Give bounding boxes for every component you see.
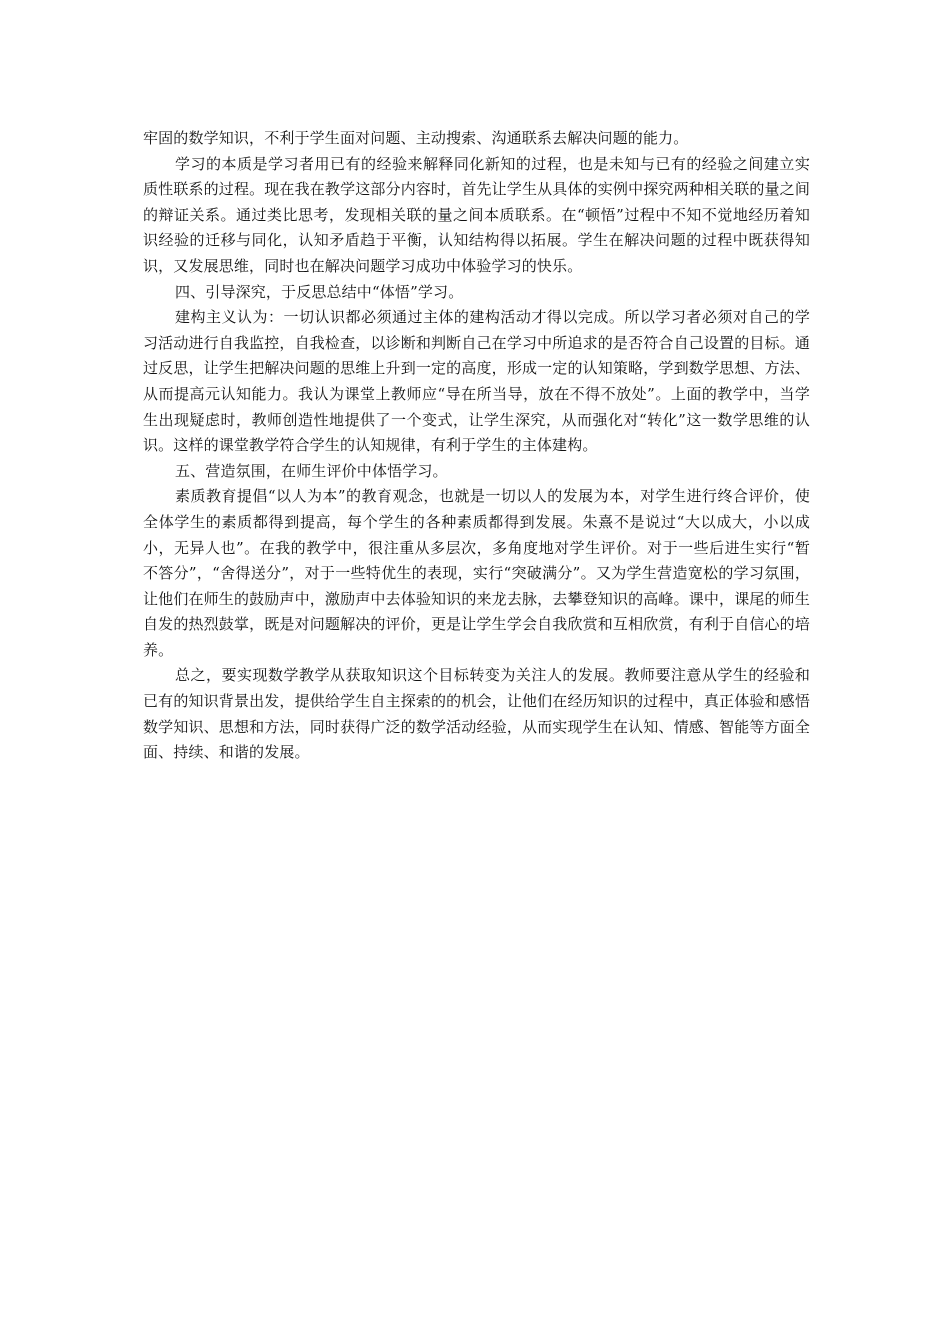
- document-body: [143, 126, 810, 766]
- paragraph-continuation: 牢固的数学知识，不利于学生面对问题、主动搜索、沟通联系去解决问题的能力。: [143, 129, 689, 147]
- paragraph-quality-education: 素质教育提倡“以人为本”的教育观念，也就是一切以人的发展为本，对学生进行终合评价，使全体学生的素质都得到提高，每个学生的各种素质都得到发展。朱熹不是说过“大以成大，小以成小，无异人也”。在我的教学中，很注重从多层次，多角度地对学生评价。对于一些后进生实行“暂不答分”，“舍得送分”，对于一些特优生的表现，实行“突破满分”。又为学生营造宽松的学习氛围，让他们在师生的鼓励声中，激励声中去体验知识的来龙去脉，去攀登知识的高峰。课中，课尾的师生自发的热烈鼓掌，既是对问题解决的评价，更是让学生学会自我欣赏和互相欣赏，有利于自信心的培养。: [143, 487, 810, 659]
- section-heading-five: 五、营造氛围，在师生评价中体悟学习。: [175, 461, 448, 480]
- paragraph-conclusion: 总之，要实现数学教学从获取知识这个目标转变为关注人的发展。教师要注意从学生的经验和已有的知识背景出发，提供给学生自主探索的的机会，让他们在经历知识的过程中，真正体验和感悟数学知识、思想和方法，同时获得广泛的数学活动经验，从而实现学生在认知、情感、智能等方面全面、持续、和谐的发展。: [143, 666, 810, 762]
- paragraph-constructivism: 建构主义认为：一切认识都必须通过主体的建构活动才得以完成。所以学习者必须对自己的学习活动进行自我监控，自我检查，以诊断和判断自己在学习中所追求的是否符合自己设置的目标。通过反思，让学生把解决问题的思维上升到一定的高度，形成一定的认知策略，学到数学思想、方法、从而提高元认知能力。我认为课堂上教师应“导在所当导，放在不得不放处”。上面的教学中，当学生出现疑虑时，教师创造性地提供了一个变式，让学生深究，从而强化对“转化”这一数学思维的认识。这样的课堂教学符合学生的认知规律，有利于学生的主体建构。: [143, 308, 810, 455]
- section-heading-four: 四、引导深究，于反思总结中“体悟”学习。: [175, 282, 464, 301]
- paragraph-learning-essence: 学习的本质是学习者用已有的经验来解释同化新知的过程，也是未知与已有的经验之间建立实质性联系的过程。现在我在教学这部分内容时，首先让学生从具体的实例中探究两种相关联的量之间的辩证关系。通过类比思考，发现相关联的量之间本质联系。在“顿悟”过程中不知不觉地经历着知识经验的迁移与同化，认知矛盾趋于平衡，认知结构得以拓展。学生在解决问题的过程中既获得知识，又发展思维，同时也在解决问题学习成功中体验学习的快乐。: [143, 154, 810, 275]
